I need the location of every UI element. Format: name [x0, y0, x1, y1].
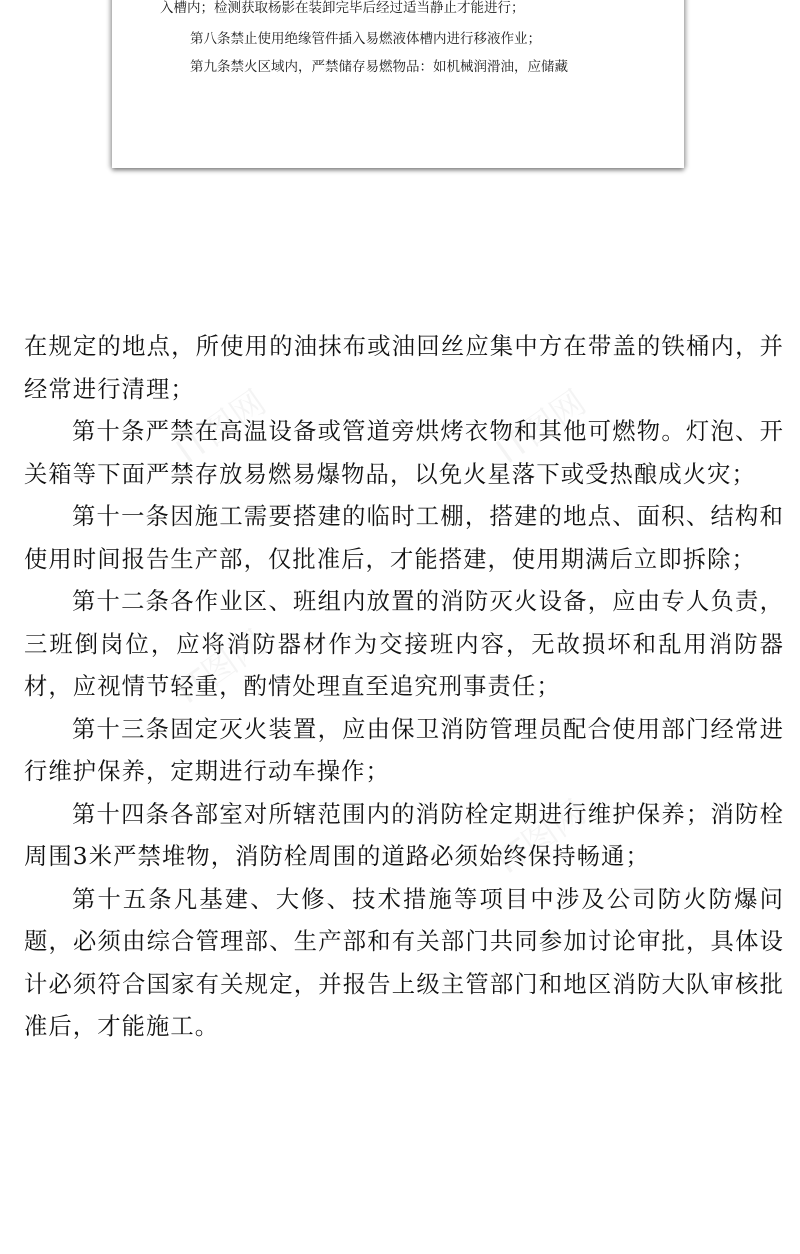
paragraph-article-12: 第十二条各作业区、班组内放置的消防灭火设备，应由专人负责，三班倒岗位，应将消防器材作为交接班内容，无故损坏和乱用消防器材，应视情节轻重，酌情处理直至追究刑事责任； [24, 588, 784, 700]
paragraph-article-15: 第十五条凡基建、大修、技术措施等项目中涉及公司防火防爆问题，必须由综合管理部、生产部和有关部门共同参加讨论审批，具体设计必须符合国家有关规定，并报告上级主管部门和地区消防大队审核批准后，才能施工。 [24, 885, 784, 1040]
paragraph-article-13: 第十三条固定灭火装置，应由保卫消防管理员配合使用部门经常进行维护保养，定期进行动车操作； [24, 715, 784, 785]
paragraph-continuation: 在规定的地点，所使用的油抹布或油回丝应集中方在带盖的铁桶内，并经常进行清理； [24, 333, 784, 403]
paragraph-article-14: 第十四条各部室对所辖范围内的消防栓定期进行维护保养；消防栓周围3米严禁堆物，消防栓周围的道路必须始终保持畅通； [24, 800, 784, 870]
document-body [24, 326, 784, 1049]
preview-line: 入槽内；检测获取杨影在装卸完毕后经过适当静止才能进行； [160, 0, 525, 16]
paragraph-article-10: 第十条严禁在高温设备或管道旁烘烤衣物和其他可燃物。灯泡、开关箱等下面严禁存放易燃易爆物品，以免火星落下或受热酿成火灾； [24, 418, 784, 488]
paragraph-article-11: 第十一条因施工需要搭建的临时工棚，搭建的地点、面积、结构和使用时间报告生产部，仅批准后，才能搭建，使用期满后立即拆除； [24, 503, 784, 573]
preview-line: 第九条禁火区域内，严禁储存易燃物品：如机械润滑油，应储藏 [190, 59, 568, 75]
preview-line: 第八条禁止使用绝缘管件插入易燃液体槽内进行移液作业； [190, 31, 541, 47]
document-preview-card [112, 0, 684, 168]
